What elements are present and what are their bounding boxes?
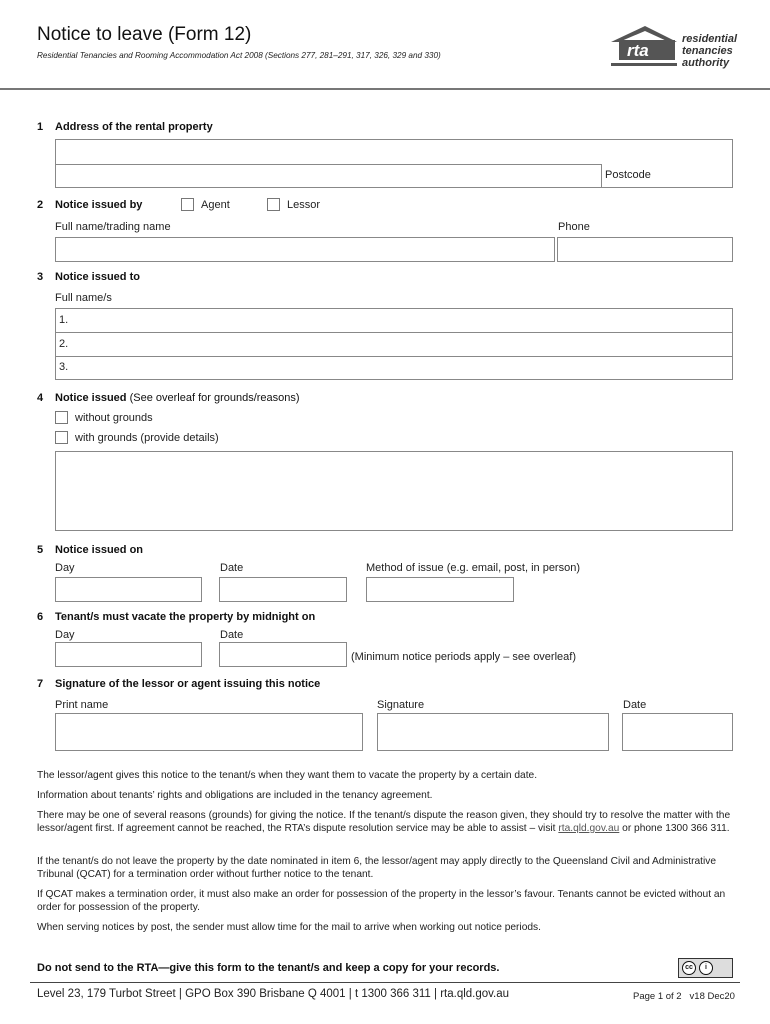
fullname-label: Full name/trading name [55, 221, 171, 233]
cc-icon: cc [682, 961, 696, 975]
print-name-field[interactable] [55, 713, 363, 751]
with-grounds-checkbox[interactable] [55, 431, 68, 444]
section-2-number: 2 [37, 199, 44, 211]
without-grounds-checkbox[interactable] [55, 411, 68, 424]
phone-label: Phone [558, 221, 590, 233]
vacate-day-field[interactable] [55, 642, 202, 667]
issued-date-label: Date [220, 562, 244, 574]
creative-commons-badge [678, 958, 733, 978]
section-2-label: Notice issued by [55, 199, 143, 211]
rta-logo-text [682, 33, 737, 69]
footer-address: Level 23, 179 Turbot Street | GPO Box 390 Brisbane Q 4001 | t 1300 366 311 | rta.qld.gov.au [37, 988, 510, 1000]
with-grounds-label: with grounds (provide details) [75, 432, 219, 444]
section-6-label: Tenant/s must vacate the property by midnight on [55, 611, 316, 623]
section-1-label: Address of the rental property [55, 121, 213, 133]
section-1-number: 1 [37, 121, 44, 133]
section-4-label: Notice issued (See overleaf for grounds/reasons) [55, 392, 300, 404]
notice-periods-note: (Minimum notice periods apply – see overleaf) [351, 651, 576, 663]
tenant-names-field[interactable] [55, 308, 733, 380]
issued-date-field[interactable] [219, 577, 347, 602]
info-paragraph-4: If the tenant/s do not leave the property by the date nominated in item 6, the lessor/agent may apply directly to the Queensland Civil and Administrative Tribunal (QCAT) for a termination order without further notice to the tenant. [37, 856, 716, 880]
rta-logo-mark: rta [627, 41, 649, 60]
version-label: v18 Dec20 [689, 991, 735, 1002]
logo-line-2: tenancies [682, 45, 733, 57]
phone-field[interactable] [557, 237, 733, 262]
method-label: Method of issue (e.g. email, post, in person) [366, 562, 580, 574]
agent-label: Agent [201, 199, 230, 211]
page-info [633, 991, 735, 1002]
method-field[interactable] [366, 577, 514, 602]
sign-date-field[interactable] [622, 713, 733, 751]
rta-logo-icon [607, 22, 683, 72]
rta-website-link[interactable]: rta.qld.gov.au [558, 823, 620, 834]
section-5-number: 5 [37, 544, 44, 556]
fullname-field[interactable] [55, 237, 555, 262]
vacate-day-label: Day [55, 629, 75, 641]
signature-label: Signature [377, 699, 425, 711]
agent-checkbox[interactable] [181, 198, 194, 211]
lessor-label: Lessor [287, 199, 321, 211]
issued-day-label: Day [55, 562, 75, 574]
vacate-date-label: Date [220, 629, 244, 641]
page-subtitle: Residential Tenancies and Rooming Accommodation Act 2008 (Sections 277, 281–291, 317, 326, 329 and 330) [37, 51, 441, 60]
section-7-number: 7 [37, 678, 44, 690]
header-divider [0, 88, 770, 90]
logo-line-1: residential [682, 33, 738, 45]
footer-warning: Do not send to the RTA—give this form to the tenant/s and keep a copy for your records. [37, 962, 500, 974]
info-paragraph-1: The lessor/agent gives this notice to the tenant/s when they want them to vacate the property by a certain date. [37, 770, 538, 781]
title-main: Notice to leave [37, 24, 163, 45]
postcode-label: Postcode [605, 169, 651, 181]
tenant-row-3: 3. [59, 361, 69, 373]
section-5-label: Notice issued on [55, 544, 144, 556]
title-form: (Form 12) [167, 24, 252, 45]
without-grounds-label: without grounds [75, 412, 153, 424]
page-number: Page 1 of 2 [633, 991, 682, 1002]
signature-field[interactable] [377, 713, 609, 751]
page-title [37, 24, 251, 46]
by-icon: i [699, 961, 713, 975]
tenant-row-1: 1. [59, 314, 69, 326]
section-7-label: Signature of the lessor or agent issuing this notice [55, 678, 321, 690]
fullnames-label: Full name/s [55, 292, 112, 304]
section-6-number: 6 [37, 611, 44, 623]
vacate-date-field[interactable] [219, 642, 347, 667]
issued-day-field[interactable] [55, 577, 202, 602]
section-3-label: Notice issued to [55, 271, 140, 283]
print-name-label: Print name [55, 699, 109, 711]
info-paragraph-6: When serving notices by post, the sender must allow time for the mail to arrive when working out notice periods. [37, 922, 541, 933]
sign-date-label: Date [623, 699, 647, 711]
lessor-checkbox[interactable] [267, 198, 280, 211]
section-3-number: 3 [37, 271, 44, 283]
info-paragraph-2: Information about tenants’ rights and obligations are included in the tenancy agreement. [37, 790, 433, 801]
grounds-details-field[interactable] [55, 451, 733, 531]
section-4-number: 4 [37, 392, 44, 404]
logo-line-3: authority [682, 57, 730, 69]
tenant-row-2: 2. [59, 338, 69, 350]
info-paragraph-3: There may be one of several reasons (grounds) for giving the notice. If the tenant/s dispute the reason given, they should try to resolve the matter with the lessor/agent first. If agreement cannot be reached, the RTA’s dispute resolution service may be able to assist – visit rta.qld.gov.au or phone 1300 366 311. [37, 810, 731, 834]
info-paragraph-5: If QCAT makes a termination order, it must also make an order for possession of the property in the lessor’s favour. Tenants cannot be evicted without an order for possession of the property. [37, 889, 726, 913]
footer-divider [30, 982, 740, 983]
